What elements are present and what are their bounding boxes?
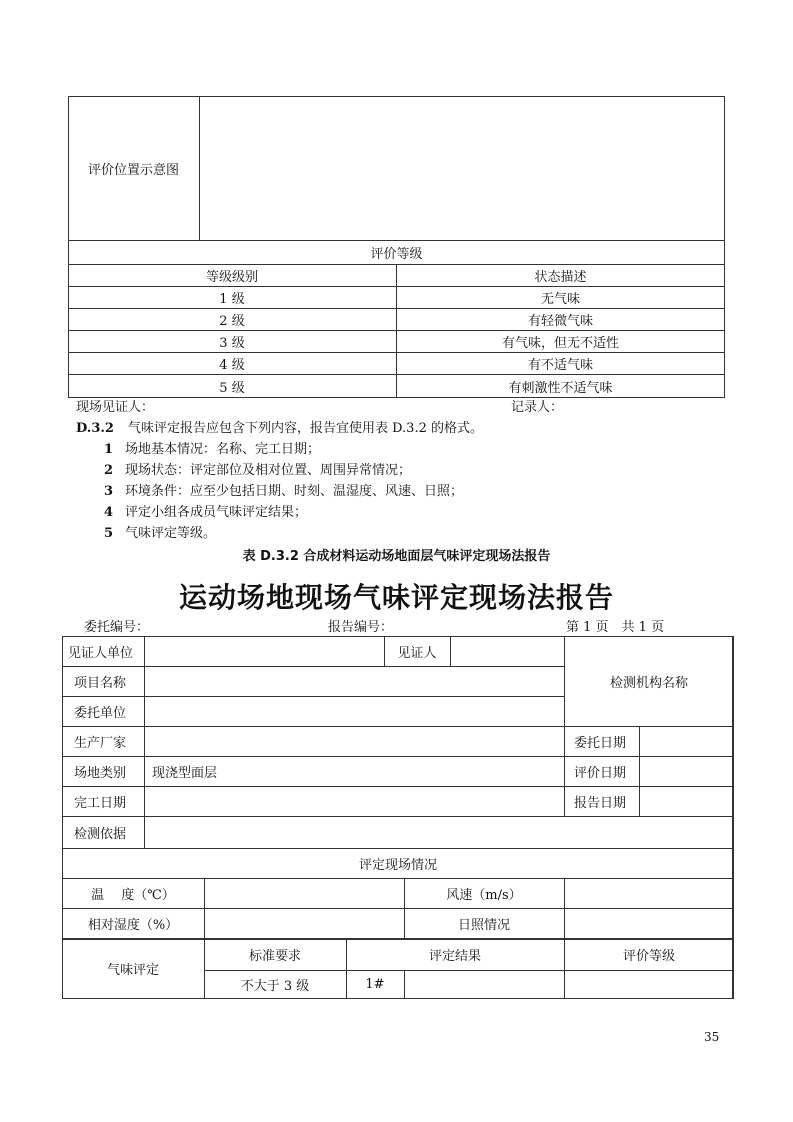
- witness-unit-field[interactable]: [144, 636, 384, 666]
- clause-number: D.3.2: [76, 421, 114, 436]
- table-row-desc: 有刺激性不适气味: [508, 380, 613, 396]
- recorder-signature-label: 记录人：: [511, 400, 564, 415]
- humidity-label: 相对湿度（%）: [87, 917, 179, 933]
- evaluation-date-label: 评价日期: [574, 765, 627, 781]
- column-header-desc: 状态描述: [534, 269, 587, 285]
- manufacturer-label: 生产厂家: [74, 735, 127, 751]
- table-row-level: 1 级: [219, 291, 245, 307]
- project-name-field[interactable]: [144, 666, 564, 696]
- odor-evaluation-label: 气味评定: [106, 963, 159, 978]
- evaluation-result-header: 评定结果: [428, 948, 481, 964]
- client-unit-label: 委托单位: [74, 705, 127, 721]
- humidity-field[interactable]: [204, 908, 404, 938]
- witness-unit-label: 见证人单位: [68, 645, 134, 661]
- commission-number-label: 委托编号：: [84, 620, 150, 635]
- table-row-desc: 有轻微气味: [527, 313, 593, 329]
- client-unit-field[interactable]: [144, 696, 564, 726]
- list-item: [104, 505, 307, 521]
- table-row-desc: 有气味，但无不适性: [501, 335, 619, 351]
- manufacturer-field[interactable]: [144, 726, 564, 756]
- site-conditions-header: 评定现场情况: [358, 857, 437, 873]
- site-type-label: 场地类别: [74, 765, 127, 781]
- wind-speed-field[interactable]: [564, 878, 734, 908]
- page-number: 35: [704, 1030, 720, 1044]
- standard-requirement-value: 不大于 3 级: [240, 979, 310, 994]
- report-date-field[interactable]: [639, 786, 734, 816]
- report-number-label: 报告编号：: [328, 620, 394, 635]
- list-item-text: 场地基本情况：名称、完工日期；: [125, 442, 321, 457]
- table-row-level: 5 级: [219, 380, 245, 396]
- commission-date-field[interactable]: [639, 726, 734, 756]
- list-item-text: 现场状态：评定部位及相对位置、周围异常情况；: [125, 463, 412, 478]
- list-item-number: 3: [104, 484, 114, 499]
- table-row-desc: 有不适气味: [527, 357, 593, 373]
- sample-number: 1#: [365, 977, 385, 992]
- list-item-text: 环境条件：应至少包括日期、时刻、温湿度、风速、日照；: [125, 484, 464, 499]
- agency-name-label: 检测机构名称: [609, 675, 688, 691]
- completion-date-label: 完工日期: [74, 795, 127, 811]
- basis-field[interactable]: [144, 816, 734, 848]
- clause-text: 气味评定报告应包含下列内容，报告宜使用表 D.3.2 的格式。: [127, 421, 483, 436]
- evaluation-grade-field[interactable]: [564, 970, 734, 999]
- list-item-number: 1: [104, 442, 114, 457]
- site-type-value: 现浇型面层: [152, 765, 218, 781]
- commission-date-label: 委托日期: [574, 735, 627, 751]
- list-item: [104, 463, 411, 479]
- witness-signature-label: 现场见证人：: [76, 400, 155, 415]
- list-item: [104, 526, 216, 542]
- diagram-area: [199, 96, 725, 240]
- list-item-text: 气味评定等级。: [125, 526, 217, 541]
- sunshine-field[interactable]: [564, 908, 734, 938]
- list-item-number: 2: [104, 463, 114, 478]
- diagram-label: 评价位置示意图: [87, 162, 179, 178]
- sunshine-label: 日照情况: [457, 917, 510, 933]
- completion-date-field[interactable]: [144, 786, 564, 816]
- table-row-level: 3 级: [219, 335, 245, 351]
- report-title: 运动场地现场气味评定现场法报告: [178, 581, 614, 614]
- standard-requirement-header: 标准要求: [248, 948, 301, 964]
- column-header-level: 等级级别: [205, 269, 258, 285]
- list-item-text: 评定小组各成员气味评定结果；: [125, 505, 308, 520]
- clause-d32: [76, 421, 483, 437]
- table-caption: 表 D.3.2 合成材料运动场地面层气味评定现场法报告: [242, 549, 551, 564]
- list-item: [104, 484, 463, 500]
- table-row-level: 2 级: [219, 313, 245, 329]
- list-item: [104, 442, 320, 458]
- evaluation-date-field[interactable]: [639, 756, 734, 786]
- page-indicator: 第 1 页 共 1 页: [566, 620, 665, 635]
- list-item-number: 4: [104, 505, 114, 520]
- basis-label: 检测依据: [74, 826, 127, 842]
- temperature-label: 温 度（℃）: [91, 887, 175, 903]
- evaluation-grade-header: 评价等级: [622, 948, 675, 964]
- witness-field[interactable]: [450, 636, 564, 666]
- report-date-label: 报告日期: [574, 795, 627, 811]
- temperature-field[interactable]: [204, 878, 404, 908]
- table-row-desc: 无气味: [540, 291, 580, 307]
- table-row-level: 4 级: [219, 357, 245, 373]
- evaluation-result-field[interactable]: [404, 970, 564, 999]
- witness-label: 见证人: [397, 645, 437, 661]
- grade-header: 评价等级: [370, 246, 423, 262]
- wind-speed-label: 风速（m/s）: [446, 887, 522, 903]
- list-item-number: 5: [104, 526, 114, 541]
- project-name-label: 项目名称: [74, 675, 127, 691]
